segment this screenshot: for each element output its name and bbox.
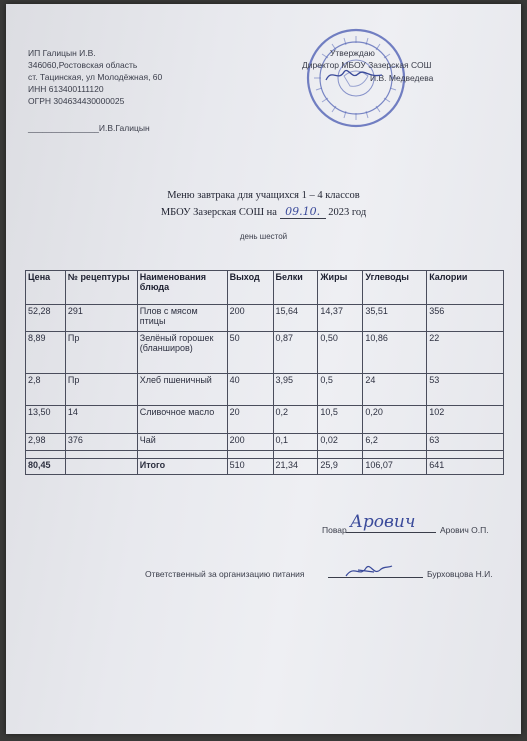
cell-fat: 10,5 xyxy=(318,406,363,434)
document-page xyxy=(6,4,521,734)
responsible-label: Ответственный за организацию питания xyxy=(145,569,305,579)
approval-position: Директор МБОУ Зазерская СОШ xyxy=(302,60,432,70)
header-calories: Калории xyxy=(427,271,504,305)
supplier-address-2: ст. Тацинская, ул Молодёжная, 60 xyxy=(28,72,163,82)
table-row xyxy=(26,374,504,406)
menu-year: 2023 год xyxy=(328,207,367,218)
cell-price: 13,50 xyxy=(26,406,66,434)
cell-fat: 0,50 xyxy=(318,332,363,374)
cell-protein: 3,95 xyxy=(273,374,318,406)
header-protein: Белки xyxy=(273,271,318,305)
total-yield: 510 xyxy=(227,459,273,475)
responsible-name: Бурховцова Н.И. xyxy=(427,569,493,579)
total-label: Итого xyxy=(137,459,227,475)
cell-dish: Зелёный горошек (бланширов) xyxy=(137,332,227,374)
table-row xyxy=(26,434,504,451)
supplier-signature-line: _______________И.В.Галицын xyxy=(28,123,150,133)
cell-calories: 53 xyxy=(427,374,504,406)
cell-carbs: 0,20 xyxy=(363,406,427,434)
cell-dish: Хлеб пшеничный xyxy=(137,374,227,406)
cell-recipe: 291 xyxy=(65,305,137,332)
menu-date: 09.10. xyxy=(285,205,321,218)
cell-calories: 356 xyxy=(427,305,504,332)
cell-protein: 0,2 xyxy=(273,406,318,434)
cell-carbs: 6,2 xyxy=(363,434,427,451)
cell-fat: 0,5 xyxy=(318,374,363,406)
total-calories: 641 xyxy=(427,459,504,475)
cell-calories: 102 xyxy=(427,406,504,434)
cell-protein: 0,87 xyxy=(273,332,318,374)
cell-dish: Сливочное масло xyxy=(137,406,227,434)
table-row-empty xyxy=(26,451,504,459)
cell-price: 8,89 xyxy=(26,332,66,374)
cell-recipe: Пр xyxy=(65,332,137,374)
cell-carbs: 35,51 xyxy=(363,305,427,332)
cell-fat: 14,37 xyxy=(318,305,363,332)
cell-carbs: 10,86 xyxy=(363,332,427,374)
cell-fat: 0,02 xyxy=(318,434,363,451)
cell-dish: Плов с мясом птицы xyxy=(137,305,227,332)
approval-name: И.В. Медведева xyxy=(370,73,434,83)
header-fat: Жиры xyxy=(318,271,363,305)
total-fat: 25,9 xyxy=(318,459,363,475)
approval-label: Утверждаю xyxy=(330,48,375,58)
school-name: МБОУ Зазерская СОШ на xyxy=(160,207,277,218)
cell-price: 2,8 xyxy=(26,374,66,406)
header-recipe: № рецептуры xyxy=(65,271,137,305)
cell-dish: Чай xyxy=(137,434,227,451)
cell-price: 52,28 xyxy=(26,305,66,332)
menu-subtitle xyxy=(6,205,521,219)
header-carbs: Углеводы xyxy=(363,271,427,305)
supplier-inn: ИНН 613400111120 xyxy=(28,84,104,94)
cook-signature-line xyxy=(346,532,436,533)
menu-day: день шестой xyxy=(239,232,288,241)
cell-protein: 0,1 xyxy=(273,434,318,451)
cell-carbs: 24 xyxy=(363,374,427,406)
supplier-address-1: 346060,Ростовская область xyxy=(28,60,138,70)
responsible-signature-icon xyxy=(344,560,394,582)
table-header-row xyxy=(26,271,504,305)
cell-yield: 50 xyxy=(227,332,273,374)
cell-price: 2,98 xyxy=(26,434,66,451)
header-yield: Выход xyxy=(227,271,273,305)
cell-recipe: 376 xyxy=(65,434,137,451)
cell-yield: 200 xyxy=(227,434,273,451)
table-row xyxy=(26,406,504,434)
supplier-ogrn: ОГРН 304634430000025 xyxy=(28,96,125,106)
cell-calories: 22 xyxy=(427,332,504,374)
cell-recipe: 14 xyxy=(65,406,137,434)
cell-yield: 40 xyxy=(227,374,273,406)
total-carbs: 106,07 xyxy=(363,459,427,475)
header-dish: Наименования блюда xyxy=(137,271,227,305)
cell-protein: 15,64 xyxy=(273,305,318,332)
cell-yield: 20 xyxy=(227,406,273,434)
cook-label: Повар xyxy=(322,525,347,535)
cell-recipe: Пр xyxy=(65,374,137,406)
cell-yield: 200 xyxy=(227,305,273,332)
menu-title: Меню завтрака для учащихся 1 – 4 классов xyxy=(167,190,360,201)
menu-table xyxy=(25,270,504,475)
supplier-name: ИП Галицын И.В. xyxy=(28,48,96,58)
table-total-row xyxy=(26,459,504,475)
director-signature-icon xyxy=(324,66,384,84)
total-price: 80,45 xyxy=(26,459,66,475)
header-price: Цена xyxy=(26,271,66,305)
total-protein: 21,34 xyxy=(273,459,318,475)
table-row xyxy=(26,305,504,332)
cell-calories: 63 xyxy=(427,434,504,451)
cook-name: Арович О.П. xyxy=(440,525,489,535)
total-recipe xyxy=(65,459,137,475)
table-row xyxy=(26,332,504,374)
cook-handwritten-signature: Арович xyxy=(350,512,416,532)
menu-date-field xyxy=(280,205,326,219)
